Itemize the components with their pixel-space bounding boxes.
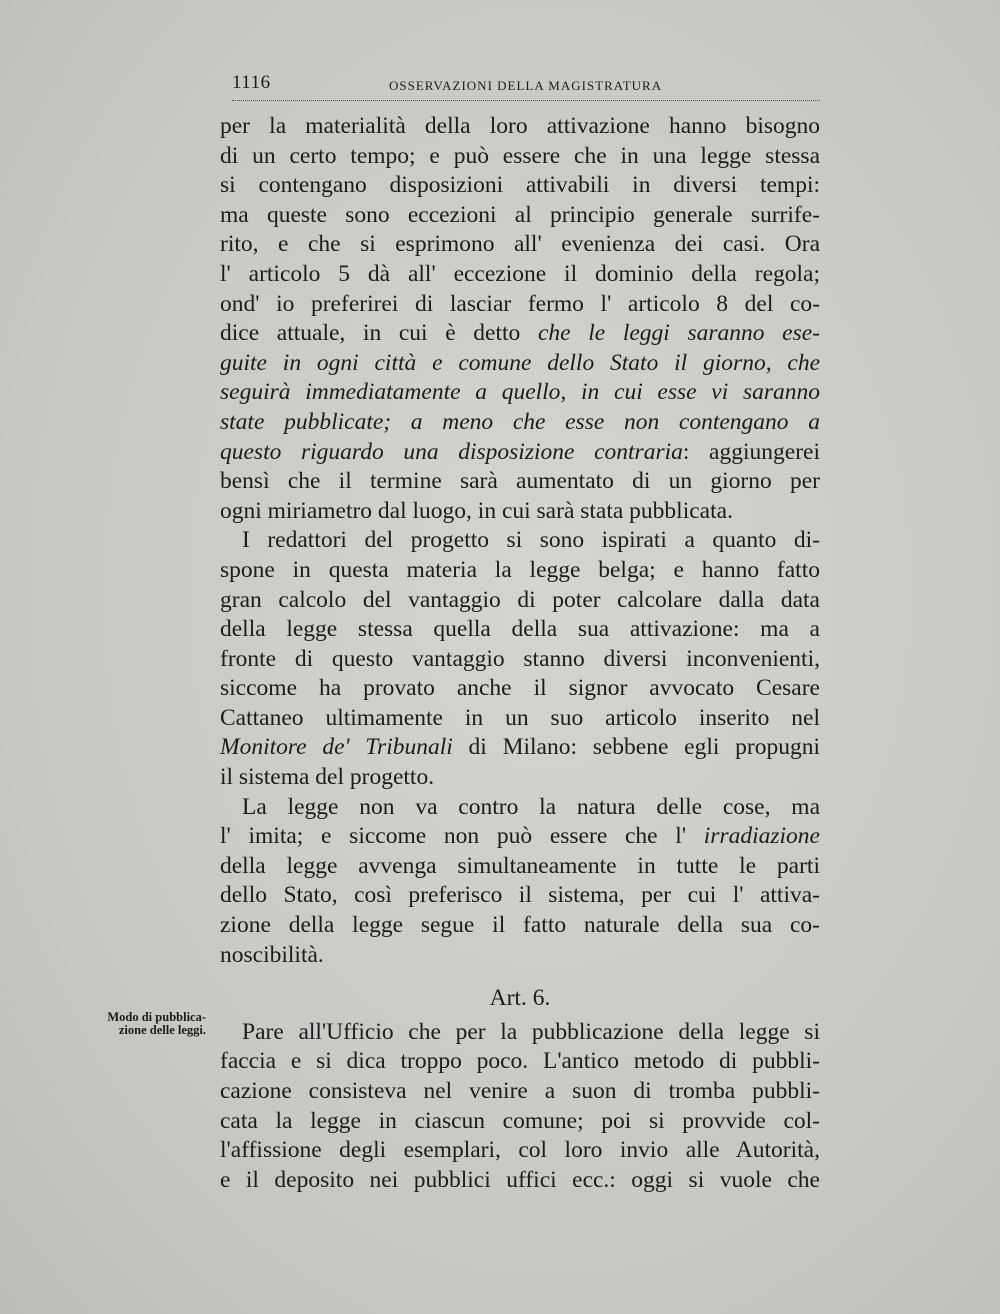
text-line: dice attuale, in cui è detto che le leggi saranno ese- (220, 320, 820, 347)
text-line: cazione consisteva nel venire a suon di tromba pubbli- (220, 1078, 820, 1104)
text-line: seguirà immediatamente a quello, in cui esse vi saranno (220, 379, 820, 406)
margin-note-line: zione delle leggi. (118, 1023, 206, 1037)
text-line: della legge stessa quella della sua attivazione: ma a (220, 616, 820, 643)
text-line: rito, e che si esprimono all' evenienza dei casi. Ora (220, 231, 820, 258)
margin-note (96, 1011, 206, 1037)
text-line: l'affissione degli esemplari, col loro invio alle Autorità, (220, 1137, 820, 1164)
text-line: La legge non va contro la natura delle cose, ma (242, 793, 820, 820)
text-line: questo riguardo una disposizione contraria: aggiungerei (220, 438, 820, 465)
text-line: ma queste sono eccezioni al principio generale surrife- (220, 201, 820, 228)
text-line: zione della legge segue il fatto naturale della sua co- (220, 912, 820, 939)
text-line: state pubblicate; a meno che esse non contengano a (220, 408, 820, 435)
text-line: spone in questa materia la legge belga; e hanno fatto (220, 556, 820, 583)
text-line: per la materialità della loro attivazione hanno bisogno (220, 113, 820, 139)
page-number: 1116 (232, 72, 271, 93)
running-title: OSSERVAZIONI DELLA MAGISTRATURA (389, 78, 663, 93)
margin-note-line: Modo di pubblica- (107, 1010, 206, 1024)
text-line: ogni miriametro dal luogo, in cui sarà stata pubblicata. (220, 497, 733, 524)
text-line: guite in ogni città e comune dello Stato il giorno, che (220, 349, 820, 376)
article-heading: Art. 6. (489, 985, 551, 1012)
text-line: gran calcolo del vantaggio di poter calcolare dalla data (220, 586, 820, 613)
text-line: Cattaneo ultimamente in un suo articolo inserito nel (220, 704, 820, 731)
text-line: ond' io preferirei di lasciar fermo l' articolo 8 del co- (220, 290, 820, 317)
header-rule (232, 100, 820, 101)
text-line: dello Stato, così preferisco il sistema, per cui l' attiva- (220, 882, 820, 909)
text-line: della legge avvenga simultaneamente in tutte le parti (220, 852, 820, 879)
text-line: l' articolo 5 dà all' eccezione il dominio della regola; (220, 260, 820, 287)
body-text (220, 112, 820, 1195)
text-line: Pare all'Ufficio che per la pubblicazione della legge si (242, 1018, 820, 1045)
page-header (232, 70, 820, 98)
text-line: il sistema del progetto. (220, 764, 435, 791)
text-line: bensì che il termine sarà aumentato di un giorno per (220, 468, 820, 495)
text-line: si contengano disposizioni attivabili in diversi tempi: (220, 172, 820, 199)
text-line: e il deposito nei pubblici uffici ecc.: oggi si vuole che (220, 1166, 820, 1193)
text-line: fronte di questo vantaggio stanno diversi inconvenienti, (220, 645, 820, 672)
text-line: faccia e si dica troppo poco. L'antico metodo di pubbli- (220, 1048, 820, 1075)
text-line: l' imita; e siccome non può essere che l' irradiazione (220, 823, 820, 850)
text-line: noscibilità. (220, 941, 324, 968)
text-line: cata la legge in ciascun comune; poi si provvide col- (220, 1107, 820, 1134)
text-line: Monitore de' Tribunali di Milano: sebbene egli propugni (220, 734, 820, 761)
text-line: di un certo tempo; e può essere che in una legge stessa (220, 142, 820, 169)
text-line: siccome ha provato anche il signor avvocato Cesare (220, 675, 820, 702)
text-line: I redattori del progetto si sono ispirati a quanto di- (242, 527, 820, 554)
